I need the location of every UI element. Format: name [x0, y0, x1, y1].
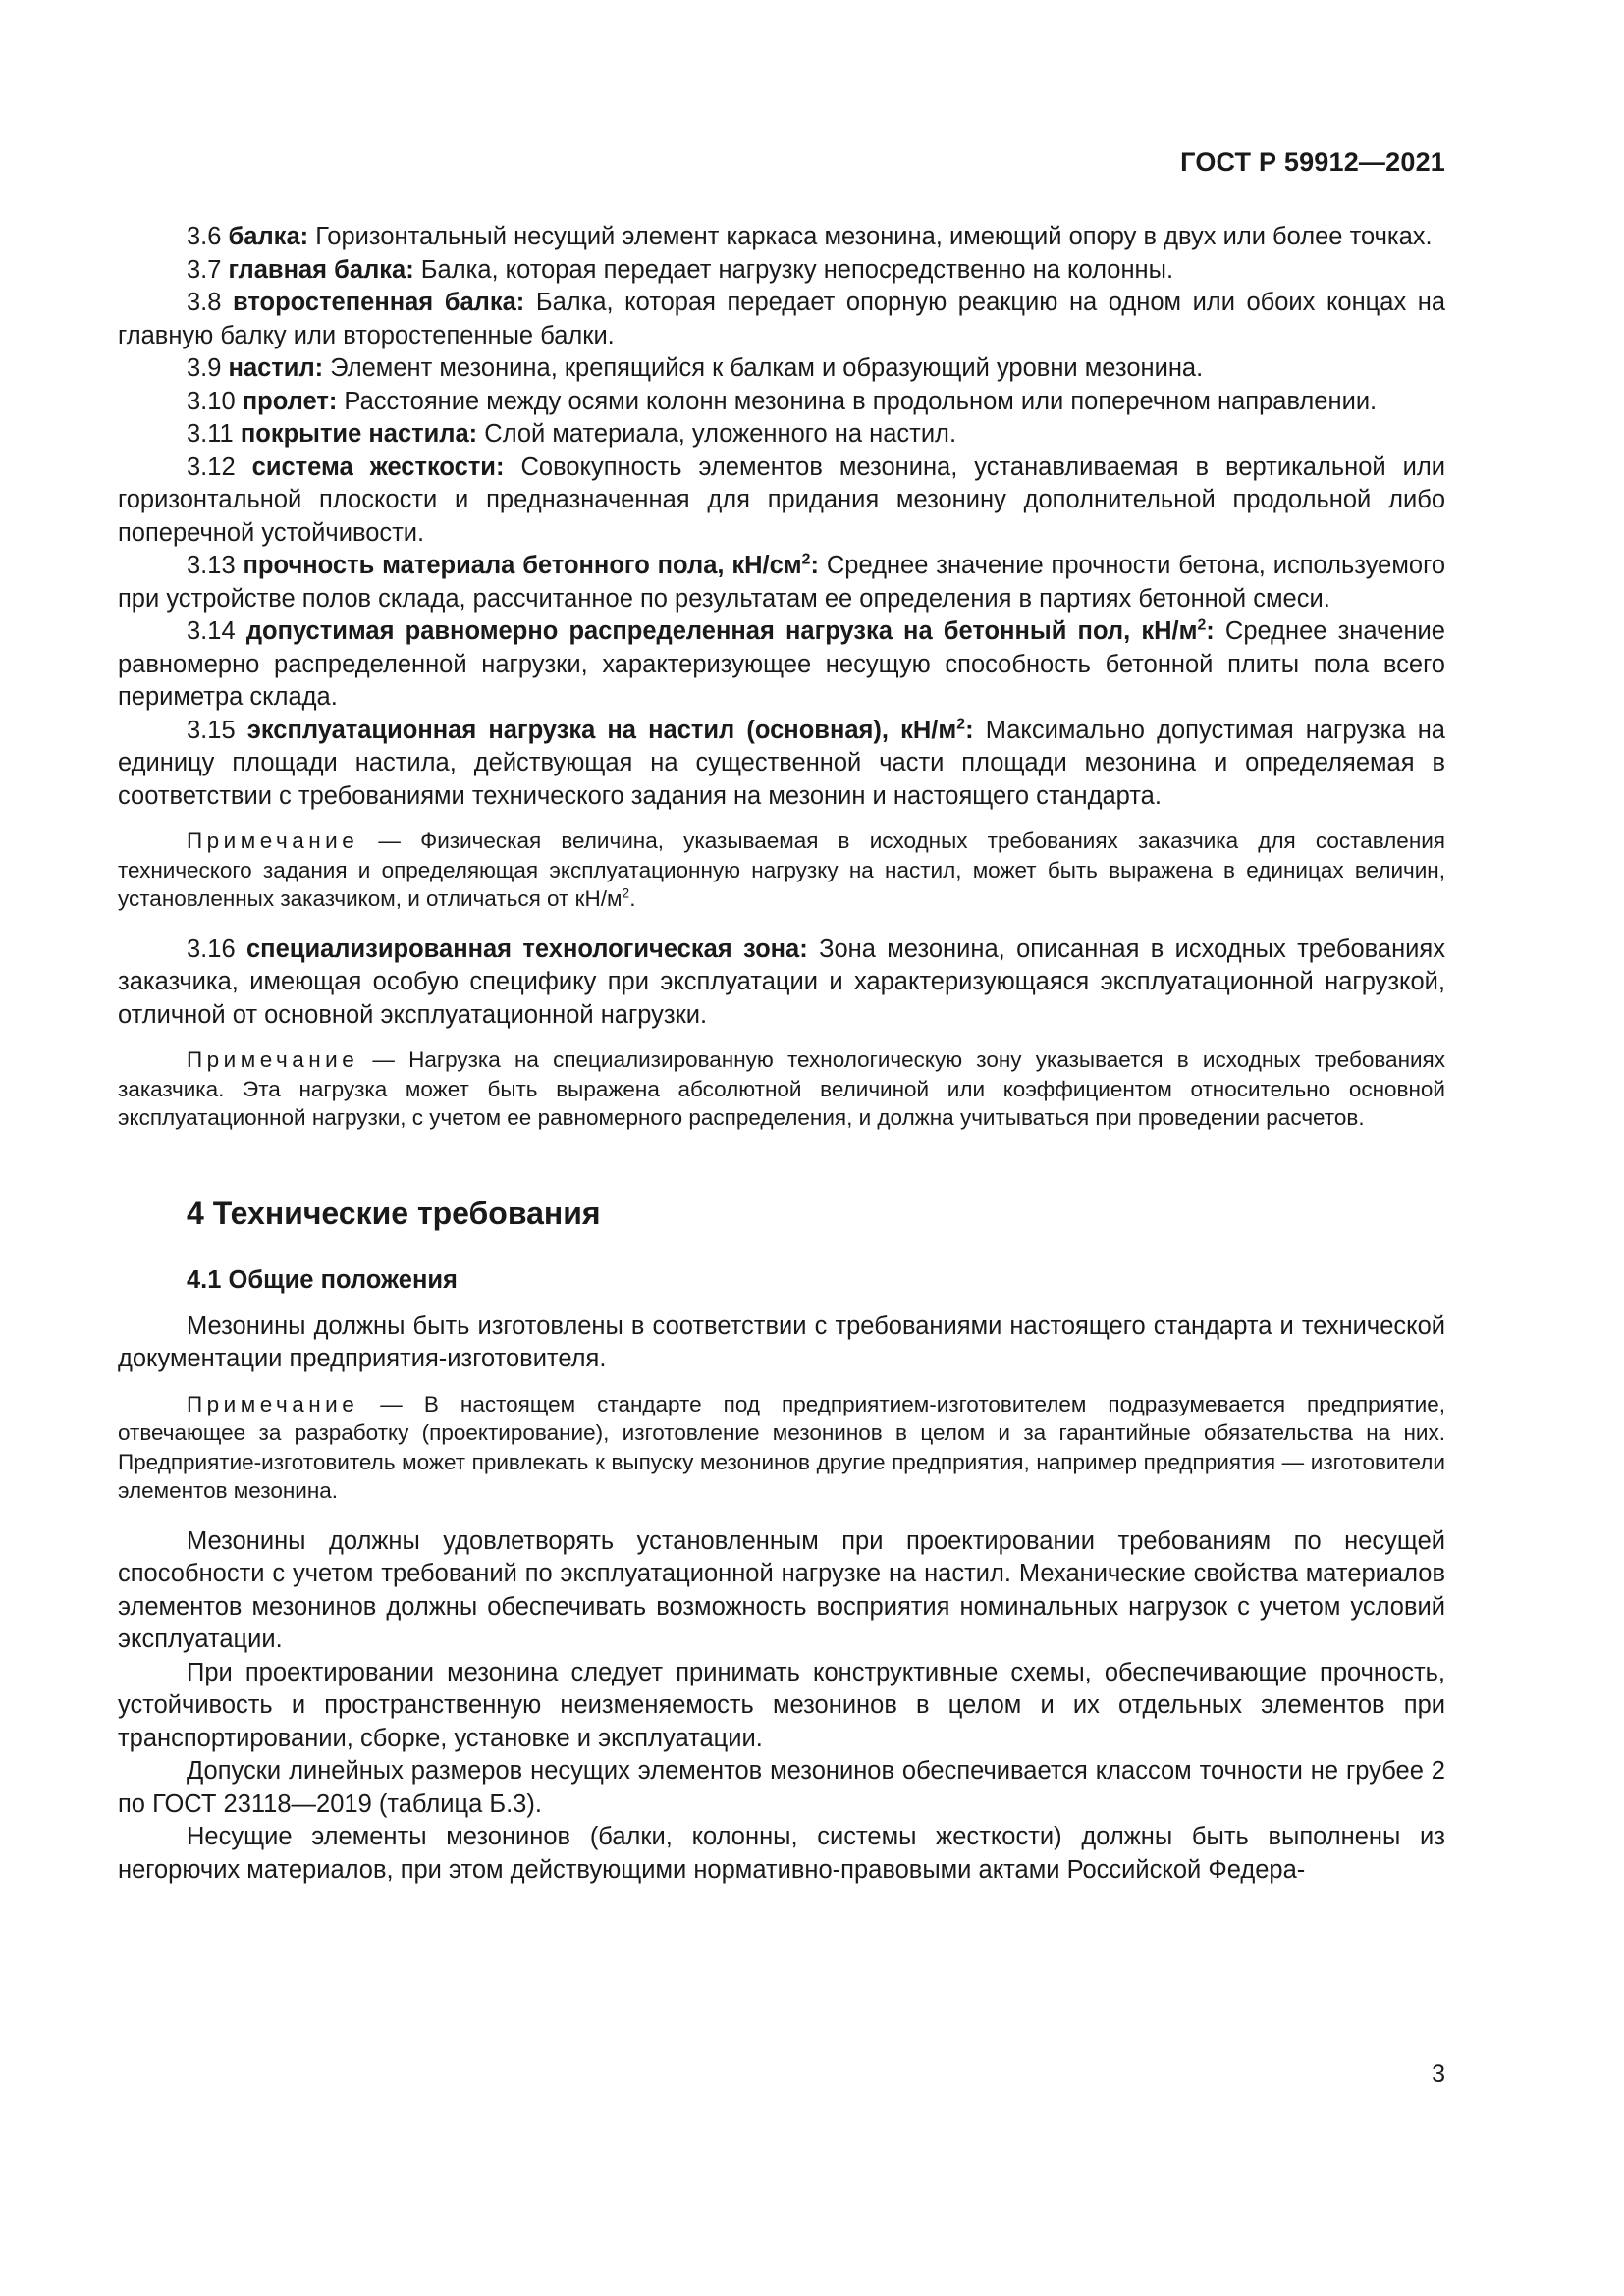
paragraph-design: При проектировании мезонина следует принимать конструктивные схемы, обеспечивающие прочность, устойчивость и пространственную неизменяемость мезонинов в целом и их отдельных элементов при транспортировании, сборке, установке и эксплуатации. — [118, 1658, 1445, 1752]
paragraph-requirements: Мезонины должны удовлетворять установленным при проектировании требованиям по несущей способности с учетом требований по эксплуатационной нагрузке на настил. Механические свойства материалов элементов мезонинов должны обеспечивать возможность восприятия номинальных нагрузок с учетом условий эксплуатации. — [118, 1526, 1445, 1653]
definition-3-15: 3.15 эксплуатационная нагрузка на настил (основная), $кН/м^2$: Максимально допустимая нагрузка на единицу площади настила, действующая на существенной части площади мезонина и определяемая в соответствии с требованиями технического задания на мезонин и настоящего стандарта. — [118, 716, 1445, 810]
paragraph-materials: Несущие элементы мезонинов (балки, колонны, системы жесткости) должны быть выполнены из негорючих материалов, при этом действующими нормативно-правовыми актами Российской Федера- — [118, 1823, 1445, 1884]
subsection-title: 4.1 Общие положения — [187, 1265, 458, 1294]
note-3-15: Примечание — Физическая величина, указываемая в исходных требованиях заказчика для составления технического задания и определяющая эксплуатационную нагрузку на настил, может быть выражена в единицах величин, установленных заказчиком, и отличаться от $кН/м^2$. — [118, 828, 1445, 911]
document-code: ГОСТ Р 59912—2021 — [1180, 147, 1445, 177]
definition-3-12: 3.12 система жесткости: Совокупность элементов мезонина, устанавливаемая в вертикальной или горизонтальной плоскости и предназначенная для придания мезонину дополнительной продольной либо поперечной устойчивости. — [118, 453, 1446, 547]
definition-3-11: 3.11 покрытие настила: Слой материала, уложенного на настил. — [187, 420, 957, 448]
definition-3-6: 3.6 балка: Горизонтальный несущий элемент каркаса мезонина, имеющий опору в двух или более точках. — [187, 223, 1433, 250]
definition-3-13: 3.13 прочность материала бетонного пола, $кН/см^2$: Среднее значение прочности бетона, используемого при устройстве полов склада, рассчитанное по результатам ее определения в партиях бетонной смеси. — [118, 551, 1445, 613]
definition-3-7: 3.7 главная балка: Балка, которая передает нагрузку непосредственно на колонны. — [187, 255, 1174, 284]
paragraph-tolerances: Допуски линейных размеров несущих элементов мезонинов обеспечивается классом точности не грубее 2 по ГОСТ 23118—2019 (таблица Б.3). — [118, 1757, 1445, 1818]
definition-3-16: 3.16 специализированная технологическая зона: Зона мезонина, описанная в исходных требованиях заказчика, имеющая особую специфику при эксплуатации и характеризующаяся эксплуатационной нагрузкой, отличной от основной эксплуатационной нагрузки. — [118, 934, 1445, 1029]
definition-3-10: 3.10 пролет: Расстояние между осями колонн мезонина в продольном или поперечном направлении. — [187, 387, 1378, 415]
definition-3-8: 3.8 второстепенная балка: Балка, которая передает опорную реакцию на одном или обоих концах на главную балку или второстепенные балки. — [118, 289, 1446, 349]
definition-3-9: 3.9 настил: Элемент мезонина, крепящийся к балкам и образующий уровни мезонина. — [187, 354, 1204, 382]
page-body — [118, 221, 1445, 1887]
page-number: 3 — [1432, 2060, 1445, 2088]
paragraph-general: Мезонины должны быть изготовлены в соответствии с требованиями настоящего стандарта и технической документации предприятия-изготовителя. — [118, 1311, 1445, 1372]
note-3-16: Примечание — Нагрузка на специализированную технологическую зону указывается в исходных требованиях заказчика. Эта нагрузка может быть выражена абсолютной величиной или коэффициентом относительно основной эксплуатационной нагрузки, с учетом ее равномерного распределения, и должна учитываться при проведении расчетов. — [118, 1047, 1445, 1130]
section-title: 4 Технические требования — [187, 1195, 601, 1231]
definition-3-14: 3.14 допустимая равномерно распределенная нагрузка на бетонный пол, $кН/м^2$: Среднее значение равномерно распределенной нагрузки, характеризующее несущую способность бетонной плиты пола всего периметра склада. — [118, 616, 1445, 711]
note-manufacturer: Примечание — В настоящем стандарте под предприятием-изготовителем подразумевается предприятие, отвечающее за разработку (проектирование), изготовление мезонинов в целом и за гарантийные обязательства на них. Предприятие-изготовитель может привлекать к выпуску мезонинов другие предприятия, например предприятия — изготовители элементов мезонина. — [118, 1391, 1445, 1503]
